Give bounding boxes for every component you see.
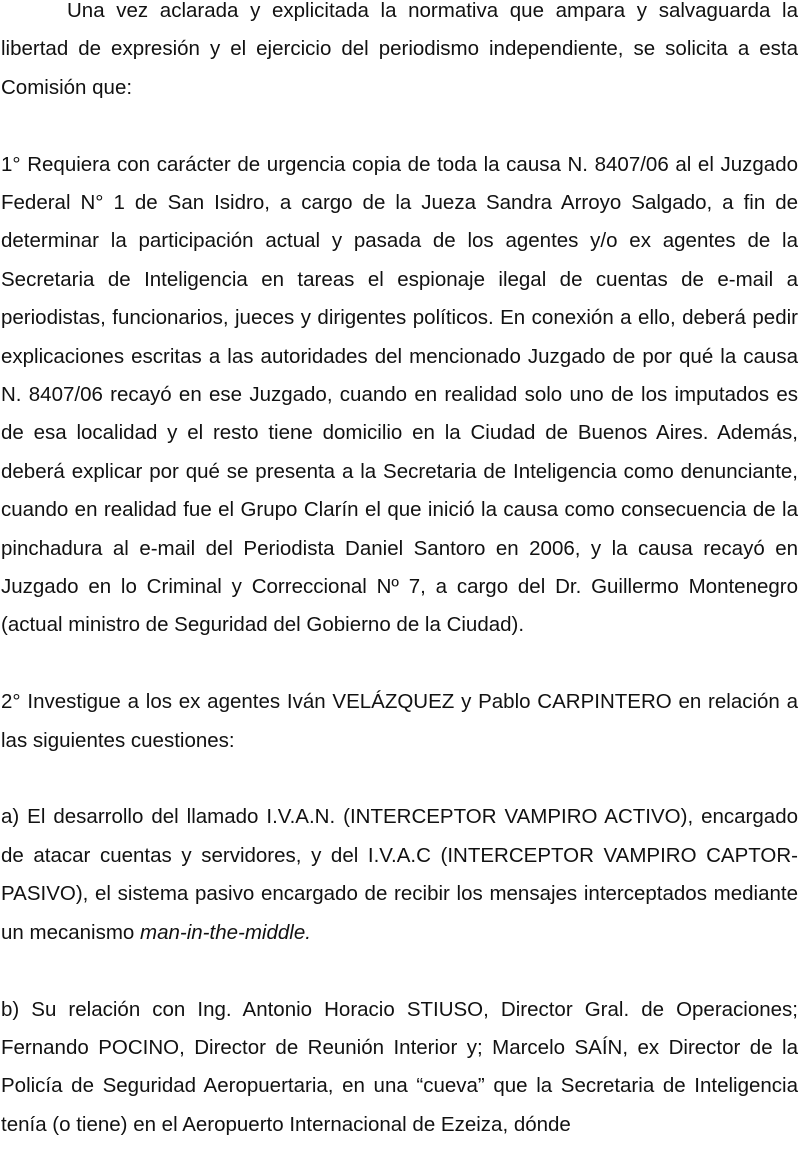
item-a-italic-term: man-in-the-middle. xyxy=(140,920,311,944)
item-a-paragraph xyxy=(1,798,798,952)
item-1-paragraph: 1° Requiera con carácter de urgencia copia de toda la causa N. 8407/06 al el Juzgado Federal N° 1 de San Isidro, a cargo de la Jueza Sandra Arroyo Salgado, a fin de determinar la participación actual y pasada de los agentes y/o ex agentes de la Secretaria de Inteligencia en tareas el espionaje ilegal de cuentas de e-mail a periodistas, funcionarios, jueces y dirigentes políticos. En conexión a ello, deberá pedir explicaciones escritas a las autoridades del mencionado Juzgado de por qué la causa N. 8407/06 recayó en ese Juzgado, cuando en realidad solo uno de los imputados es de esa localidad y el resto tiene domicilio en la Ciudad de Buenos Aires. Además, deberá explicar por qué se presenta a la Secretaria de Inteligencia como denunciante, cuando en realidad fue el Grupo Clarín el que inició la causa como consecuencia de la pinchadura al e-mail del Periodista Daniel Santoro en 2006, y la causa recayó en Juzgado en lo Criminal y Correccional Nº 7, a cargo del Dr. Guillermo Montenegro (actual ministro de Seguridad del Gobierno de la Ciudad). xyxy=(1,152,798,637)
item-b-paragraph: b) Su relación con Ing. Antonio Horacio STIUSO, Director Gral. de Operaciones; Fernando POCINO, Director de Reunión Interior y; Marcelo SAÍN, ex Director de la Policía de Seguridad Aeropuertaria, en una “cueva” que la Secretaria de Inteligencia tenía (o tiene) en el Aeropuerto Internacional de Ezeiza, dónde xyxy=(1,997,798,1136)
paragraph-spacer xyxy=(1,952,798,990)
item-2-paragraph: 2° Investigue a los ex agentes Iván VELÁZQUEZ y Pablo CARPINTERO en relación a las siguientes cuestiones: xyxy=(1,690,798,752)
paragraph-spacer xyxy=(1,107,798,145)
paragraph-spacer xyxy=(1,645,798,683)
paragraph-spacer xyxy=(1,760,798,798)
intro-paragraph: Una vez aclarada y explicitada la normativa que ampara y salvaguarda la libertad de expresión y el ejercicio del periodismo independiente, se solicita a esta Comisión que: xyxy=(1,0,798,99)
item-a-text: a) El desarrollo del llamado I.V.A.N. (INTERCEPTOR VAMPIRO ACTIVO), encargado de atacar cuentas y servidores, y del I.V.A.C (INTERCEPTOR VAMPIRO CAPTOR-PASIVO), el sistema pasivo encargado de recibir los mensajes interceptados mediante un mecanismo xyxy=(1,805,798,944)
